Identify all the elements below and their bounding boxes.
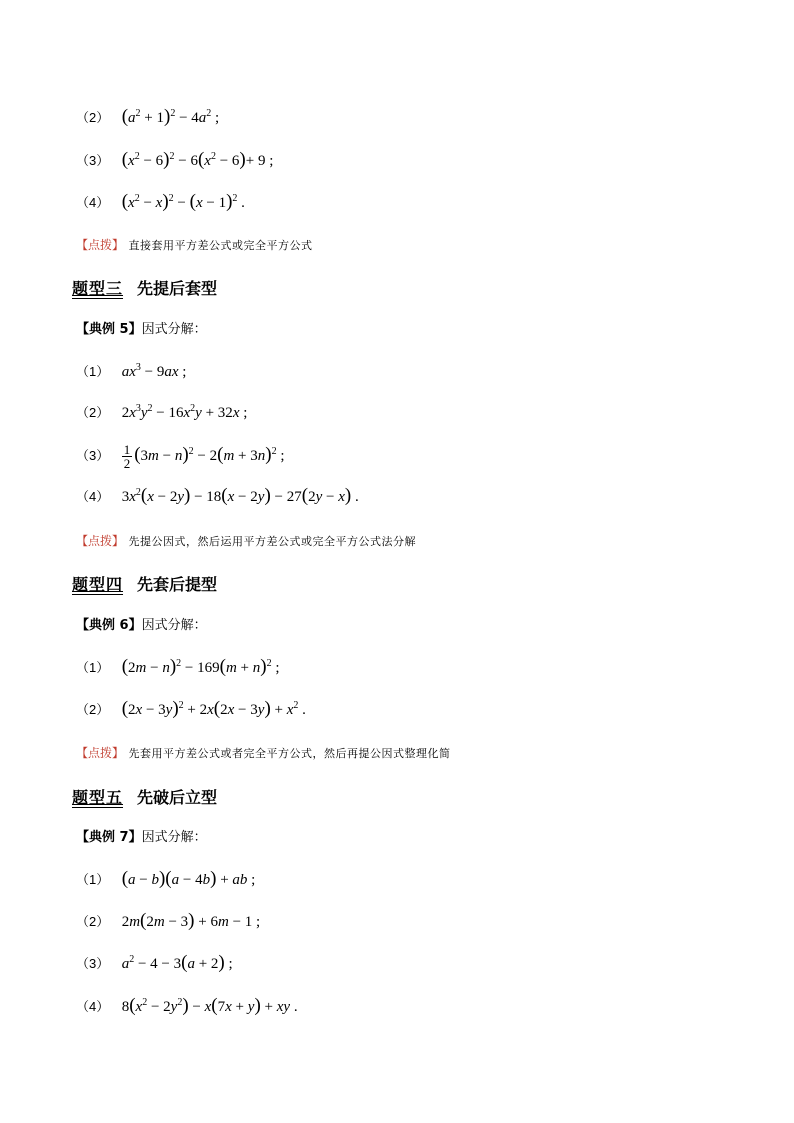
math-expression: $3x^2(x - 2y) - 18(x - 2y) - 27(2y - x)$ . xyxy=(121,485,359,506)
item-number: （4） xyxy=(76,195,110,210)
tip-text: 直接套用平方差公式或完全平方公式 xyxy=(128,239,313,252)
math-expression: (a − b)(a − 4b) + ab ; xyxy=(121,868,256,889)
section-tag: 题型四 xyxy=(72,575,124,594)
section-heading xyxy=(72,276,217,299)
section-title: 先提后套型 xyxy=(137,279,218,298)
item-number: （2） xyxy=(76,405,110,420)
example-label: 【典例 7】 xyxy=(76,830,142,845)
problem-item xyxy=(76,911,260,932)
math-expression: $(x^2 - x)^2 - (x - 1)^2$ . xyxy=(121,191,245,212)
section-title: 先破后立型 xyxy=(137,788,218,807)
item-number: （2） xyxy=(76,702,110,717)
problem-item xyxy=(76,403,247,423)
item-number: （3） xyxy=(76,447,110,463)
section-heading xyxy=(72,785,217,808)
problem-item xyxy=(76,657,280,678)
example-label: 【典例 5】 xyxy=(76,322,142,337)
tip-label: 【点拨】 xyxy=(76,534,125,548)
math-expression: $2x^3y^2 - 16x^2y + 32x$ ; xyxy=(121,403,248,421)
example-line xyxy=(76,320,207,340)
problem-item xyxy=(76,192,245,213)
item-number: （4） xyxy=(76,489,110,504)
math-expression: $(x^2 - 6)^2 - 6(x^2 - 6)+ 9$ ; xyxy=(121,149,274,170)
item-number: （1） xyxy=(76,364,110,379)
tip-line xyxy=(76,235,312,256)
problem-item xyxy=(76,107,219,128)
math-expression: 2m(2m − 3) + 6m − 1 ; xyxy=(121,910,261,931)
tip-line xyxy=(76,531,416,552)
math-expression: $(2x - 3y)^2 + 2x(2x - 3y) + x^2$ . xyxy=(121,698,306,719)
problem-item xyxy=(76,486,359,507)
problem-item xyxy=(76,699,306,720)
item-number: （4） xyxy=(76,999,110,1014)
item-number: （1） xyxy=(76,872,110,887)
tip-label: 【点拨】 xyxy=(76,238,125,252)
example-text: 因式分解： xyxy=(141,830,207,845)
section-title: 先套后提型 xyxy=(137,575,218,594)
tip-text: 先套用平方差公式或者完全平方公式，然后再提公因式整理化简 xyxy=(128,747,451,760)
item-number: （2） xyxy=(76,110,110,125)
item-number: （3） xyxy=(76,956,110,971)
math-expression: $(a^2 + 1)^2 - 4a^2$ ; xyxy=(121,106,220,127)
math-expression: $\frac{1}{2}$ $(3m - n)^2 - 2(m + 3n)^2$ ; xyxy=(123,442,285,471)
problem-item xyxy=(76,362,186,382)
item-number: （2） xyxy=(76,914,110,929)
example-text: 因式分解： xyxy=(141,322,207,337)
problem-item xyxy=(76,150,273,171)
fraction: $\frac{1}{2}$ xyxy=(123,442,131,471)
math-expression: $8(x^2 - 2y^2) - x(7x + y)$ + xy . xyxy=(121,995,298,1016)
tip-label: 【点拨】 xyxy=(76,746,125,760)
math-expression: $a^2 - 4 - 3(a + 2)$ ; xyxy=(121,952,233,973)
problem-item xyxy=(76,953,233,974)
problem-item xyxy=(76,443,285,470)
section-tag: 题型三 xyxy=(72,279,124,298)
section-heading xyxy=(72,572,217,595)
tip-text: 先提公因式，然后运用平方差公式或完全平方公式法分解 xyxy=(128,535,416,548)
problem-item xyxy=(76,869,255,890)
section-tag: 题型五 xyxy=(72,788,124,807)
item-number: （1） xyxy=(76,660,110,675)
example-label: 【典例 6】 xyxy=(76,618,142,633)
math-expression: $(2m - n)^2 - 169(m + n)^2$ ; xyxy=(121,656,280,677)
item-number: （3） xyxy=(76,153,110,168)
problem-item xyxy=(76,996,298,1017)
example-line xyxy=(76,828,207,848)
tip-line xyxy=(76,743,450,764)
example-line xyxy=(76,616,207,636)
math-expression: $ax^3 - 9ax$ ; xyxy=(121,362,187,380)
example-text: 因式分解： xyxy=(141,618,207,633)
